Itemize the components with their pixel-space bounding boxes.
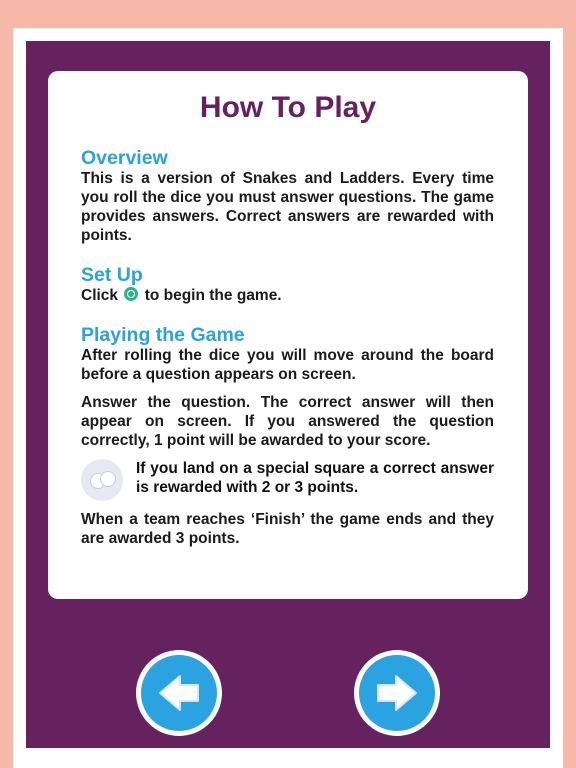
playing-p4-text: When a team reaches ‘Finish’ the game ends and they are awarded: [81, 511, 494, 547]
setup-text: [81, 286, 494, 305]
playing-p2-text: Answer the question. The correct answer will then appear on screen. If you answered the question correctly,: [81, 394, 494, 449]
dice-icon: [81, 459, 123, 501]
overview-heading: Overview: [81, 147, 168, 169]
arrow-left-icon: [136, 650, 222, 736]
setup-heading: Set Up: [81, 264, 143, 286]
next-button[interactable]: [354, 650, 440, 736]
page-title: How To Play: [199, 91, 377, 124]
special-text-start: If you land on a special square a correct answer is rewarded with: [136, 460, 494, 496]
playing-paragraph-4: [81, 510, 494, 548]
previous-button[interactable]: [136, 650, 222, 736]
instructions-content: [81, 147, 494, 557]
points-highlight-2: 2 or 3 points: [261, 479, 354, 496]
points-highlight-1: 1 point: [153, 432, 205, 449]
start-game-icon: [124, 287, 138, 301]
setup-text-before: Click: [81, 287, 119, 304]
special-text-end: .: [353, 479, 359, 496]
special-square-text: [136, 459, 494, 497]
playing-heading: Playing the Game: [81, 324, 245, 346]
instructions-card: [48, 71, 528, 599]
playing-paragraph-2: [81, 393, 494, 450]
playing-p2-text-end: will be awarded to your score.: [209, 432, 431, 449]
arrow-right-icon: [354, 650, 440, 736]
points-highlight-3: 3 points.: [175, 530, 240, 547]
playing-paragraph-1: After rolling the dice you will move around the board before a question appears on screen.: [81, 347, 494, 383]
special-square-row: [81, 459, 494, 501]
setup-text-after: to begin the game.: [144, 287, 282, 304]
overview-text: This is a version of Snakes and Ladders. Every time you roll the dice you must answer questions. The game provides answers. Correct answers are rewarded with points.: [81, 170, 494, 244]
